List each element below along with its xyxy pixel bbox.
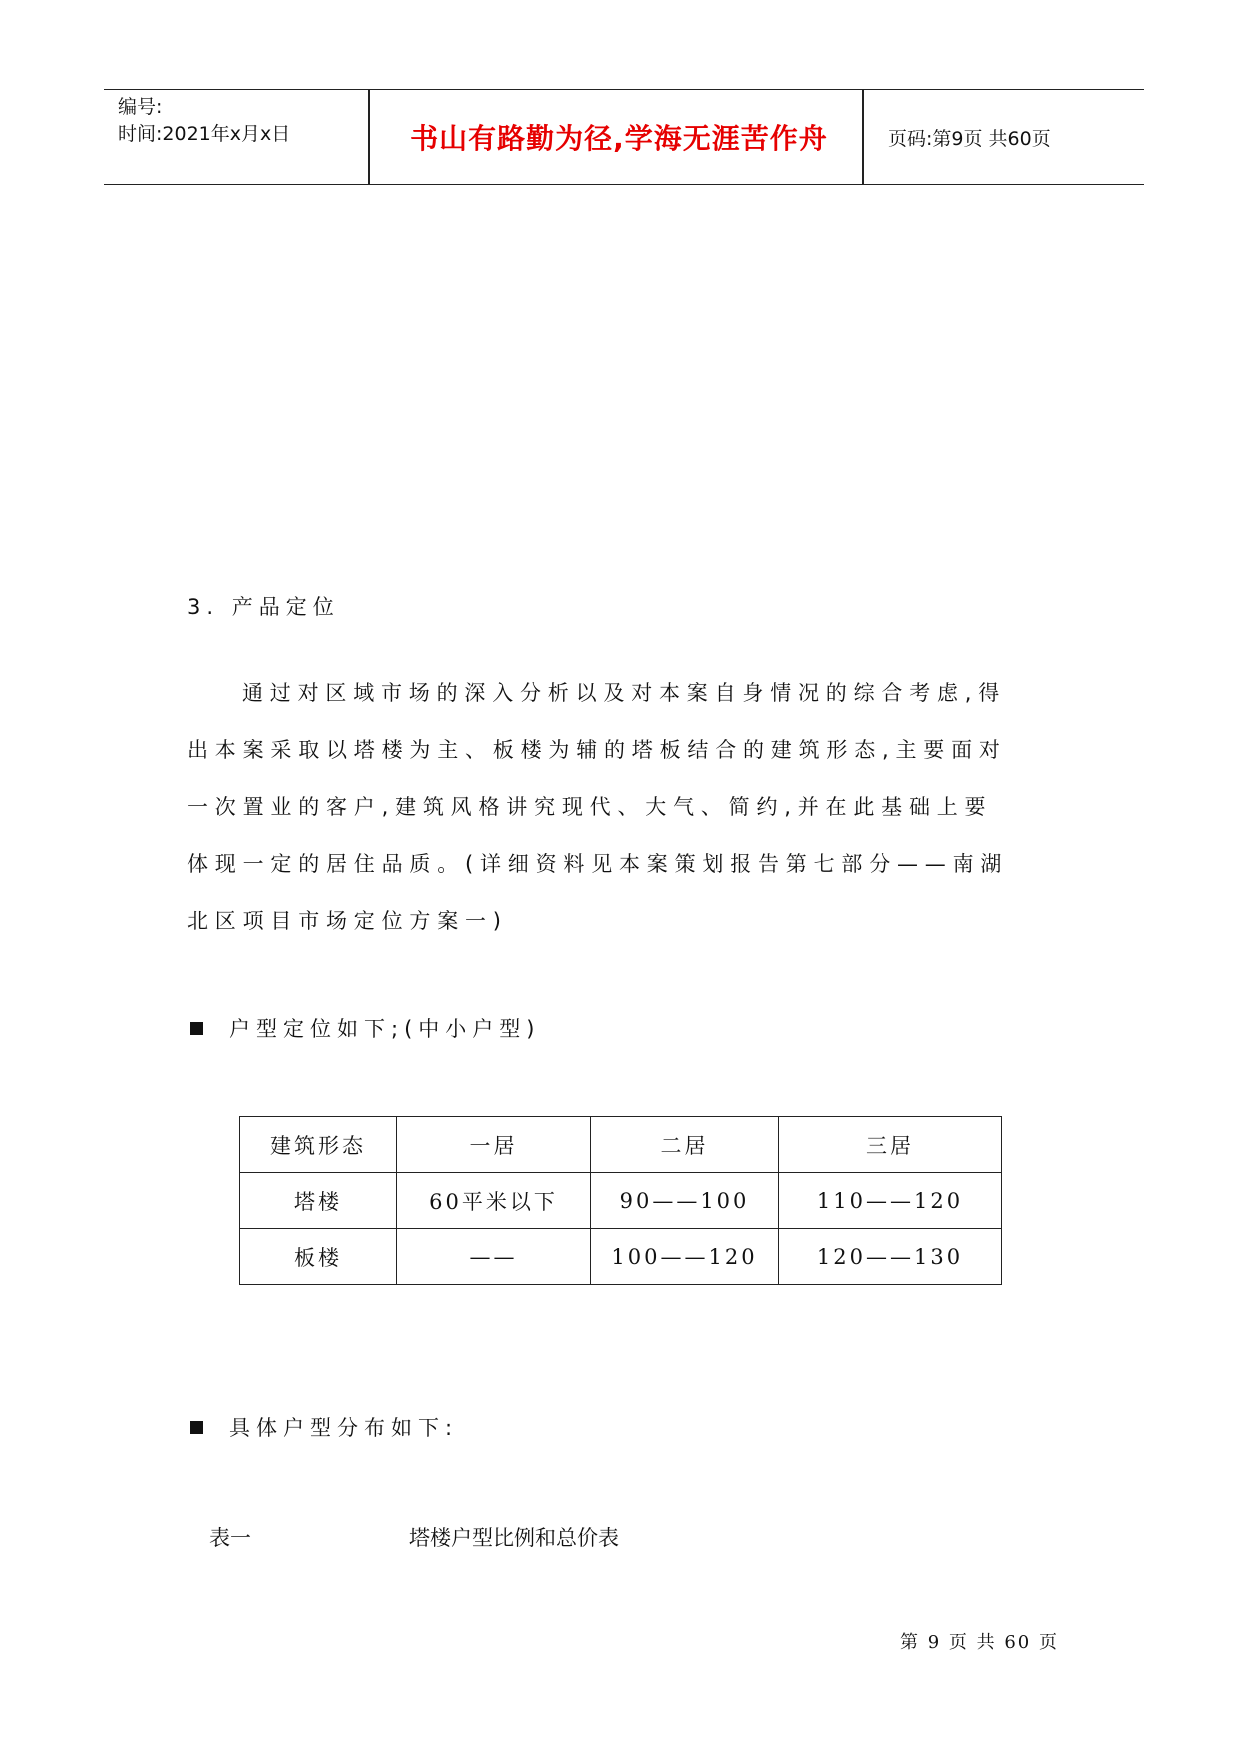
header-meta [118, 94, 290, 148]
unit-type-table [239, 1116, 1002, 1285]
table-cell: 90——100 [591, 1173, 779, 1229]
bullet-item [190, 1013, 540, 1043]
table-caption-title: 塔楼户型比例和总价表 [409, 1526, 619, 1550]
header-divider [862, 90, 864, 184]
table-header-cell: 建筑形态 [240, 1117, 397, 1173]
table-row [240, 1229, 1002, 1285]
paragraph-line: 出本案采取以塔楼为主、板楼为辅的塔板结合的建筑形态,主要面对 [187, 738, 1007, 762]
header-divider [368, 90, 370, 184]
bullet-text: 具体户型分布如下: [229, 1416, 459, 1440]
page-header [104, 89, 1144, 185]
paragraph-line: 一次置业的客户,建筑风格讲究现代、大气、简约,并在此基础上要 [187, 795, 993, 819]
bullet-item [190, 1412, 458, 1442]
table-header-row [240, 1117, 1002, 1173]
paragraph-line: 通过对区域市场的深入分析以及对本案自身情况的综合考虑,得 [242, 681, 1007, 705]
table-cell: 100——120 [591, 1229, 779, 1285]
square-bullet-icon [190, 1421, 203, 1434]
table-cell: 塔楼 [240, 1173, 397, 1229]
table-cell: 板楼 [240, 1229, 397, 1285]
table-header-cell: 二居 [591, 1117, 779, 1173]
table-caption-label: 表一 [209, 1526, 251, 1550]
paragraph-line: 北区项目市场定位方案一) [187, 909, 508, 933]
document-number-label: 编号: [118, 96, 163, 118]
document-time-label: 时间:2021年x月x日 [118, 123, 291, 145]
table-cell: 110——120 [779, 1173, 1002, 1229]
table-cell: 60平米以下 [397, 1173, 591, 1229]
table-header-cell: 三居 [779, 1117, 1002, 1173]
page-footer: 第 9 页 共 60 页 [900, 1632, 1059, 1653]
header-motto: 书山有路勤为径,学海无涯苦作舟 [410, 122, 828, 155]
paragraph-line: 体现一定的居住品质。(详细资料见本案策划报告第七部分——南湖 [187, 852, 1009, 876]
body-paragraph [187, 665, 1067, 950]
table-cell: 120——130 [779, 1229, 1002, 1285]
header-page-label: 页码:第9页 共60页 [888, 127, 1051, 150]
square-bullet-icon [190, 1022, 203, 1035]
table-header-cell: 一居 [397, 1117, 591, 1173]
bullet-text: 户型定位如下;(中小户型) [229, 1017, 541, 1041]
section-heading: 3. 产品定位 [187, 595, 340, 619]
table-cell: —— [397, 1229, 591, 1285]
table-row [240, 1173, 1002, 1229]
